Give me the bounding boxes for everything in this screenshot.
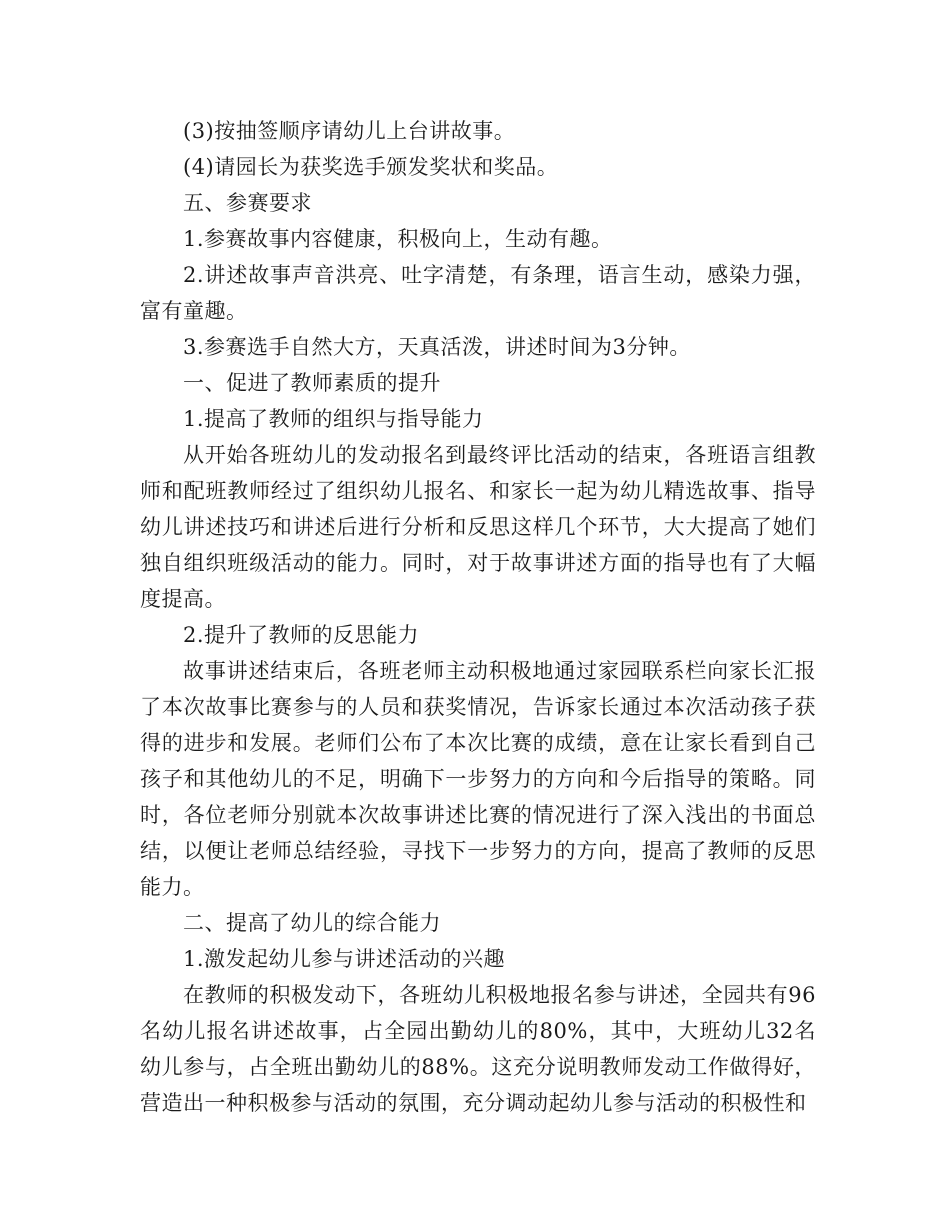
paragraph-child-interest: 在教师的积极发动下，各班幼儿积极地报名参与讲述，全园共有96名幼儿报名讲述故事，占全园出勤幼儿的80%，其中，大班幼儿32名幼儿参与，占全班出勤幼儿的88%。这充分说明教师发动工作做得好，营造出一种积极参与活动的氛围，充分调动起幼儿参与活动的积极性和: [140, 983, 816, 1115]
subheading-reflection-ability: 2.提升了教师的反思能力: [183, 623, 420, 647]
paragraph-reflection-ability: 故事讲述结束后，各班老师主动积极地通过家园联系栏向家长汇报了本次故事比赛参与的人员和获奖情况，告诉家长通过本次活动孩子获得的进步和发展。老师们公布了本次比赛的成绩，意在让家长看到自己孩子和其他幼儿的不足，明确下一步努力的方向和今后指导的策略。同时，各位老师分别就本次故事讲述比赛的情况进行了深入浅出的书面总结，以便让老师总结经验，寻找下一步努力的方向，提高了教师的反思能力。: [140, 659, 816, 899]
paragraph-lottery-order: (3)按抽签顺序请幼儿上台讲故事。: [183, 119, 516, 143]
requirement-item-3: 3.参赛选手自然大方，天真活泼，讲述时间为3分钟。: [183, 335, 691, 359]
section-heading-teacher-quality: 一、促进了教师素质的提升: [183, 371, 441, 395]
subheading-child-interest: 1.激发起幼儿参与讲述活动的兴趣: [183, 947, 506, 971]
paragraph-award-presentation: (4)请园长为获奖选手颁发奖状和奖品。: [183, 155, 559, 179]
requirement-item-2: 2.讲述故事声音洪亮、吐字清楚，有条理，语言生动，感染力强，富有童趣。: [140, 263, 816, 323]
document-body: [140, 113, 816, 1121]
section-heading-child-ability: 二、提高了幼儿的综合能力: [183, 911, 441, 935]
section-heading-requirements: 五、参赛要求: [183, 191, 312, 215]
paragraph-organization-ability: 从开始各班幼儿的发动报名到最终评比活动的结束，各班语言组教师和配班教师经过了组织幼儿报名、和家长一起为幼儿精选故事、指导幼儿讲述技巧和讲述后进行分析和反思这样几个环节，大大提高了她们独自组织班级活动的能力。同时，对于故事讲述方面的指导也有了大幅度提高。: [140, 443, 816, 611]
requirement-item-1: 1.参赛故事内容健康，积极向上，生动有趣。: [183, 227, 613, 251]
subheading-organization-ability: 1.提高了教师的组织与指导能力: [183, 407, 484, 431]
